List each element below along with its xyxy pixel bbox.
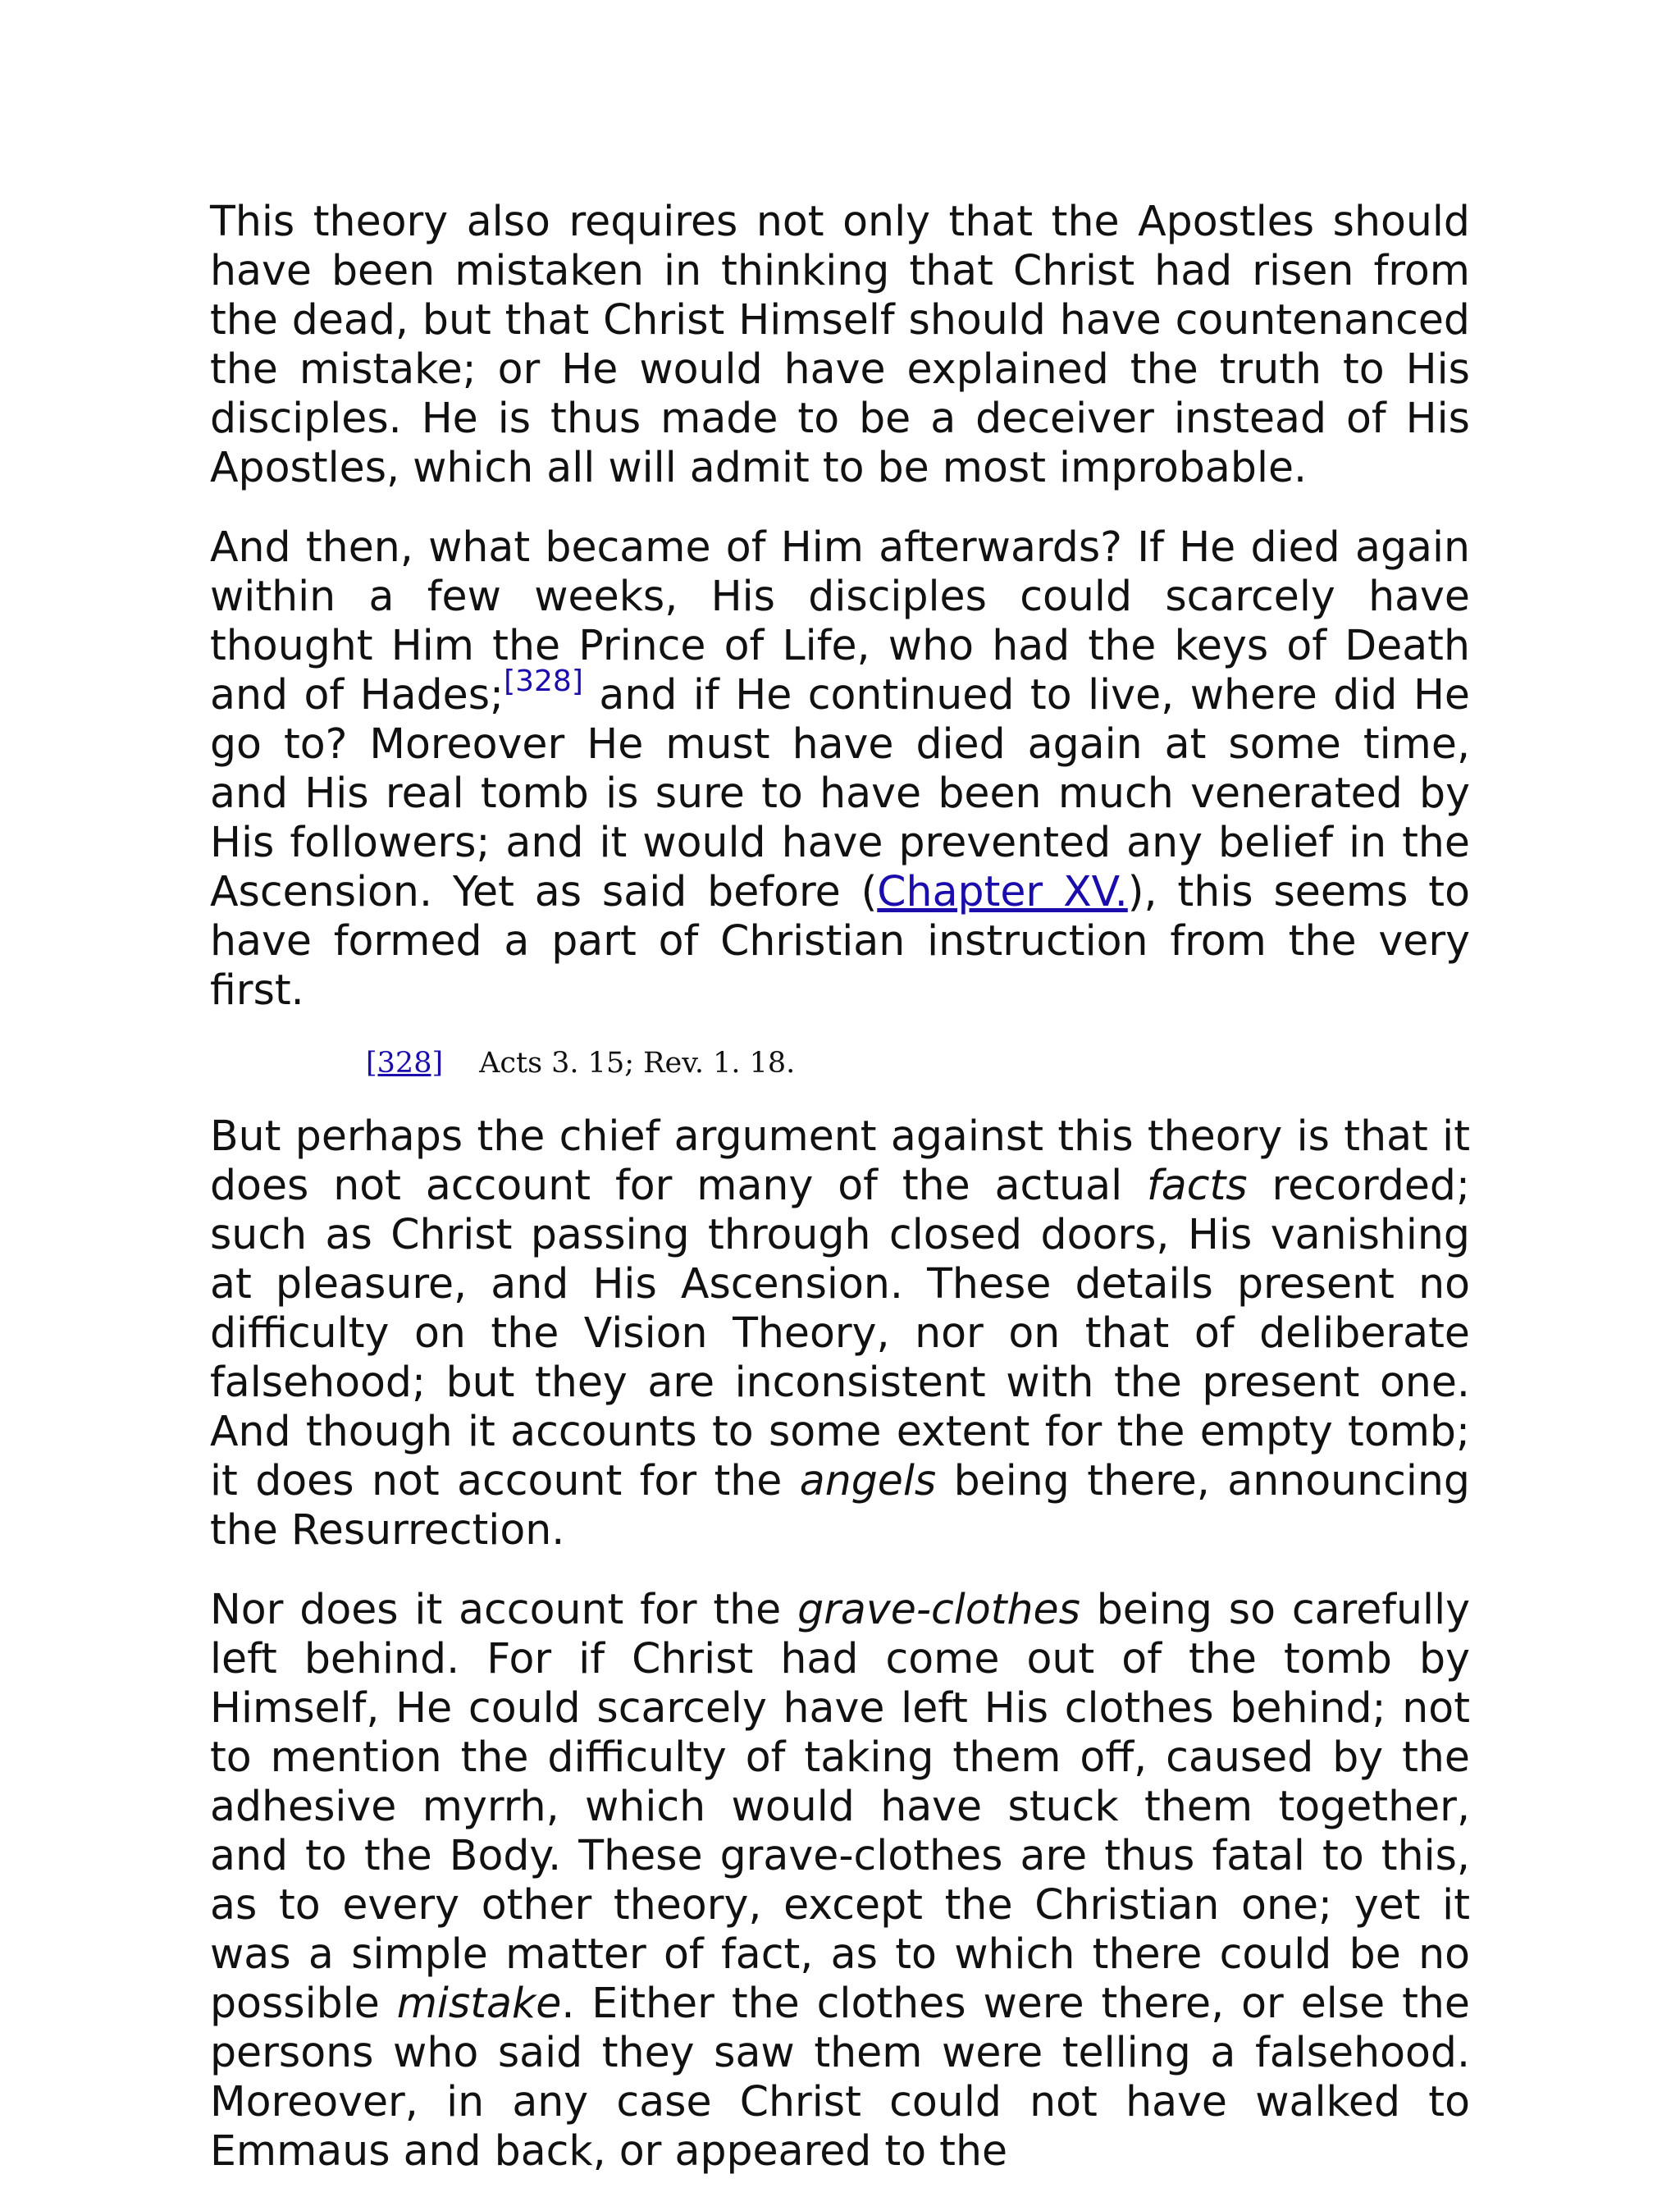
paragraph-2-text-a: And then, what became of Him afterwards? If He died again within a few weeks, His disciples could scarcely have thought Him the Prince of Life, who had the keys of Death and of Hades;: [210, 523, 1470, 719]
paragraph-4-text-c: . Either the clothes were there, or else the persons who said they saw them were telling a falsehood. Moreover, in any case Christ could not have walked to Emmaus and back, or appeared to the: [210, 1979, 1470, 2175]
paragraph-1-text: This theory also requires not only that the Apostles should have been mistaken in thinking that Christ had risen from the dead, but that Christ Himself should have countenanced the mistake; or He would have explained the truth to His disciples. He is thus made to be a deceiver instead of His Apostles, which all will admit to be most improbable.: [210, 197, 1470, 491]
paragraph-3-text-a: But perhaps the chief argument against this theory is that it does not account for many of the actual: [210, 1112, 1470, 1209]
emphasis-angels: angels: [799, 1456, 937, 1505]
emphasis-mistake: mistake: [396, 1979, 562, 2027]
footnote-backlink[interactable]: [328]: [366, 1047, 444, 1080]
paragraph-3: [210, 1112, 1470, 1555]
chapter-xv-link[interactable]: Chapter XV.: [877, 867, 1128, 916]
paragraph-3-text-c: being there, announcing the Resurrection.: [210, 1456, 1470, 1554]
footnote: [366, 1045, 1470, 1081]
paragraph-2: [210, 523, 1470, 1015]
emphasis-facts: facts: [1147, 1161, 1248, 1209]
paragraph-3-text-b: recorded; such as Christ passing through closed doors, His vanishing at pleasure, and His Ascension. These details present no difficulty on the Vision Theory, nor on that of deliberate falsehood; but they are inconsistent with the present one. And though it accounts to some extent for the empty tomb; it does not account for the: [210, 1161, 1470, 1505]
paragraph-1: [210, 197, 1470, 492]
footnote-text: Acts 3. 15; Rev. 1. 18.: [479, 1047, 796, 1080]
paragraph-4: [210, 1585, 1470, 2176]
paragraph-2-text-b: and if He continued to live, where did He go to? Moreover He must have died again at some time, and His real tomb is sure to have been much venerated by His followers; and it would have prevented any belief in the Ascension. Yet as said before (: [210, 670, 1470, 916]
document-page: [210, 197, 1470, 2206]
emphasis-grave-clothes: grave-clothes: [797, 1585, 1080, 1633]
paragraph-2-text-c: ), this seems to have formed a part of Christian instruction from the very first.: [210, 867, 1471, 1014]
paragraph-4-text-a: Nor does it account for the: [210, 1585, 798, 1633]
footnote-reference-link[interactable]: [328]: [504, 665, 583, 698]
paragraph-4-text-b: being so carefully left behind. For if Christ had come out of the tomb by Himself, He could scarcely have left His clothes behind; not to mention the difficulty of taking them off, caused by the adhesive myrrh, which would have stuck them together, and to the Body. These grave-clothes are thus fatal to this, as to every other theory, except the Christian one; yet it was a simple matter of fact, as to which there could be no possible: [210, 1585, 1471, 2027]
